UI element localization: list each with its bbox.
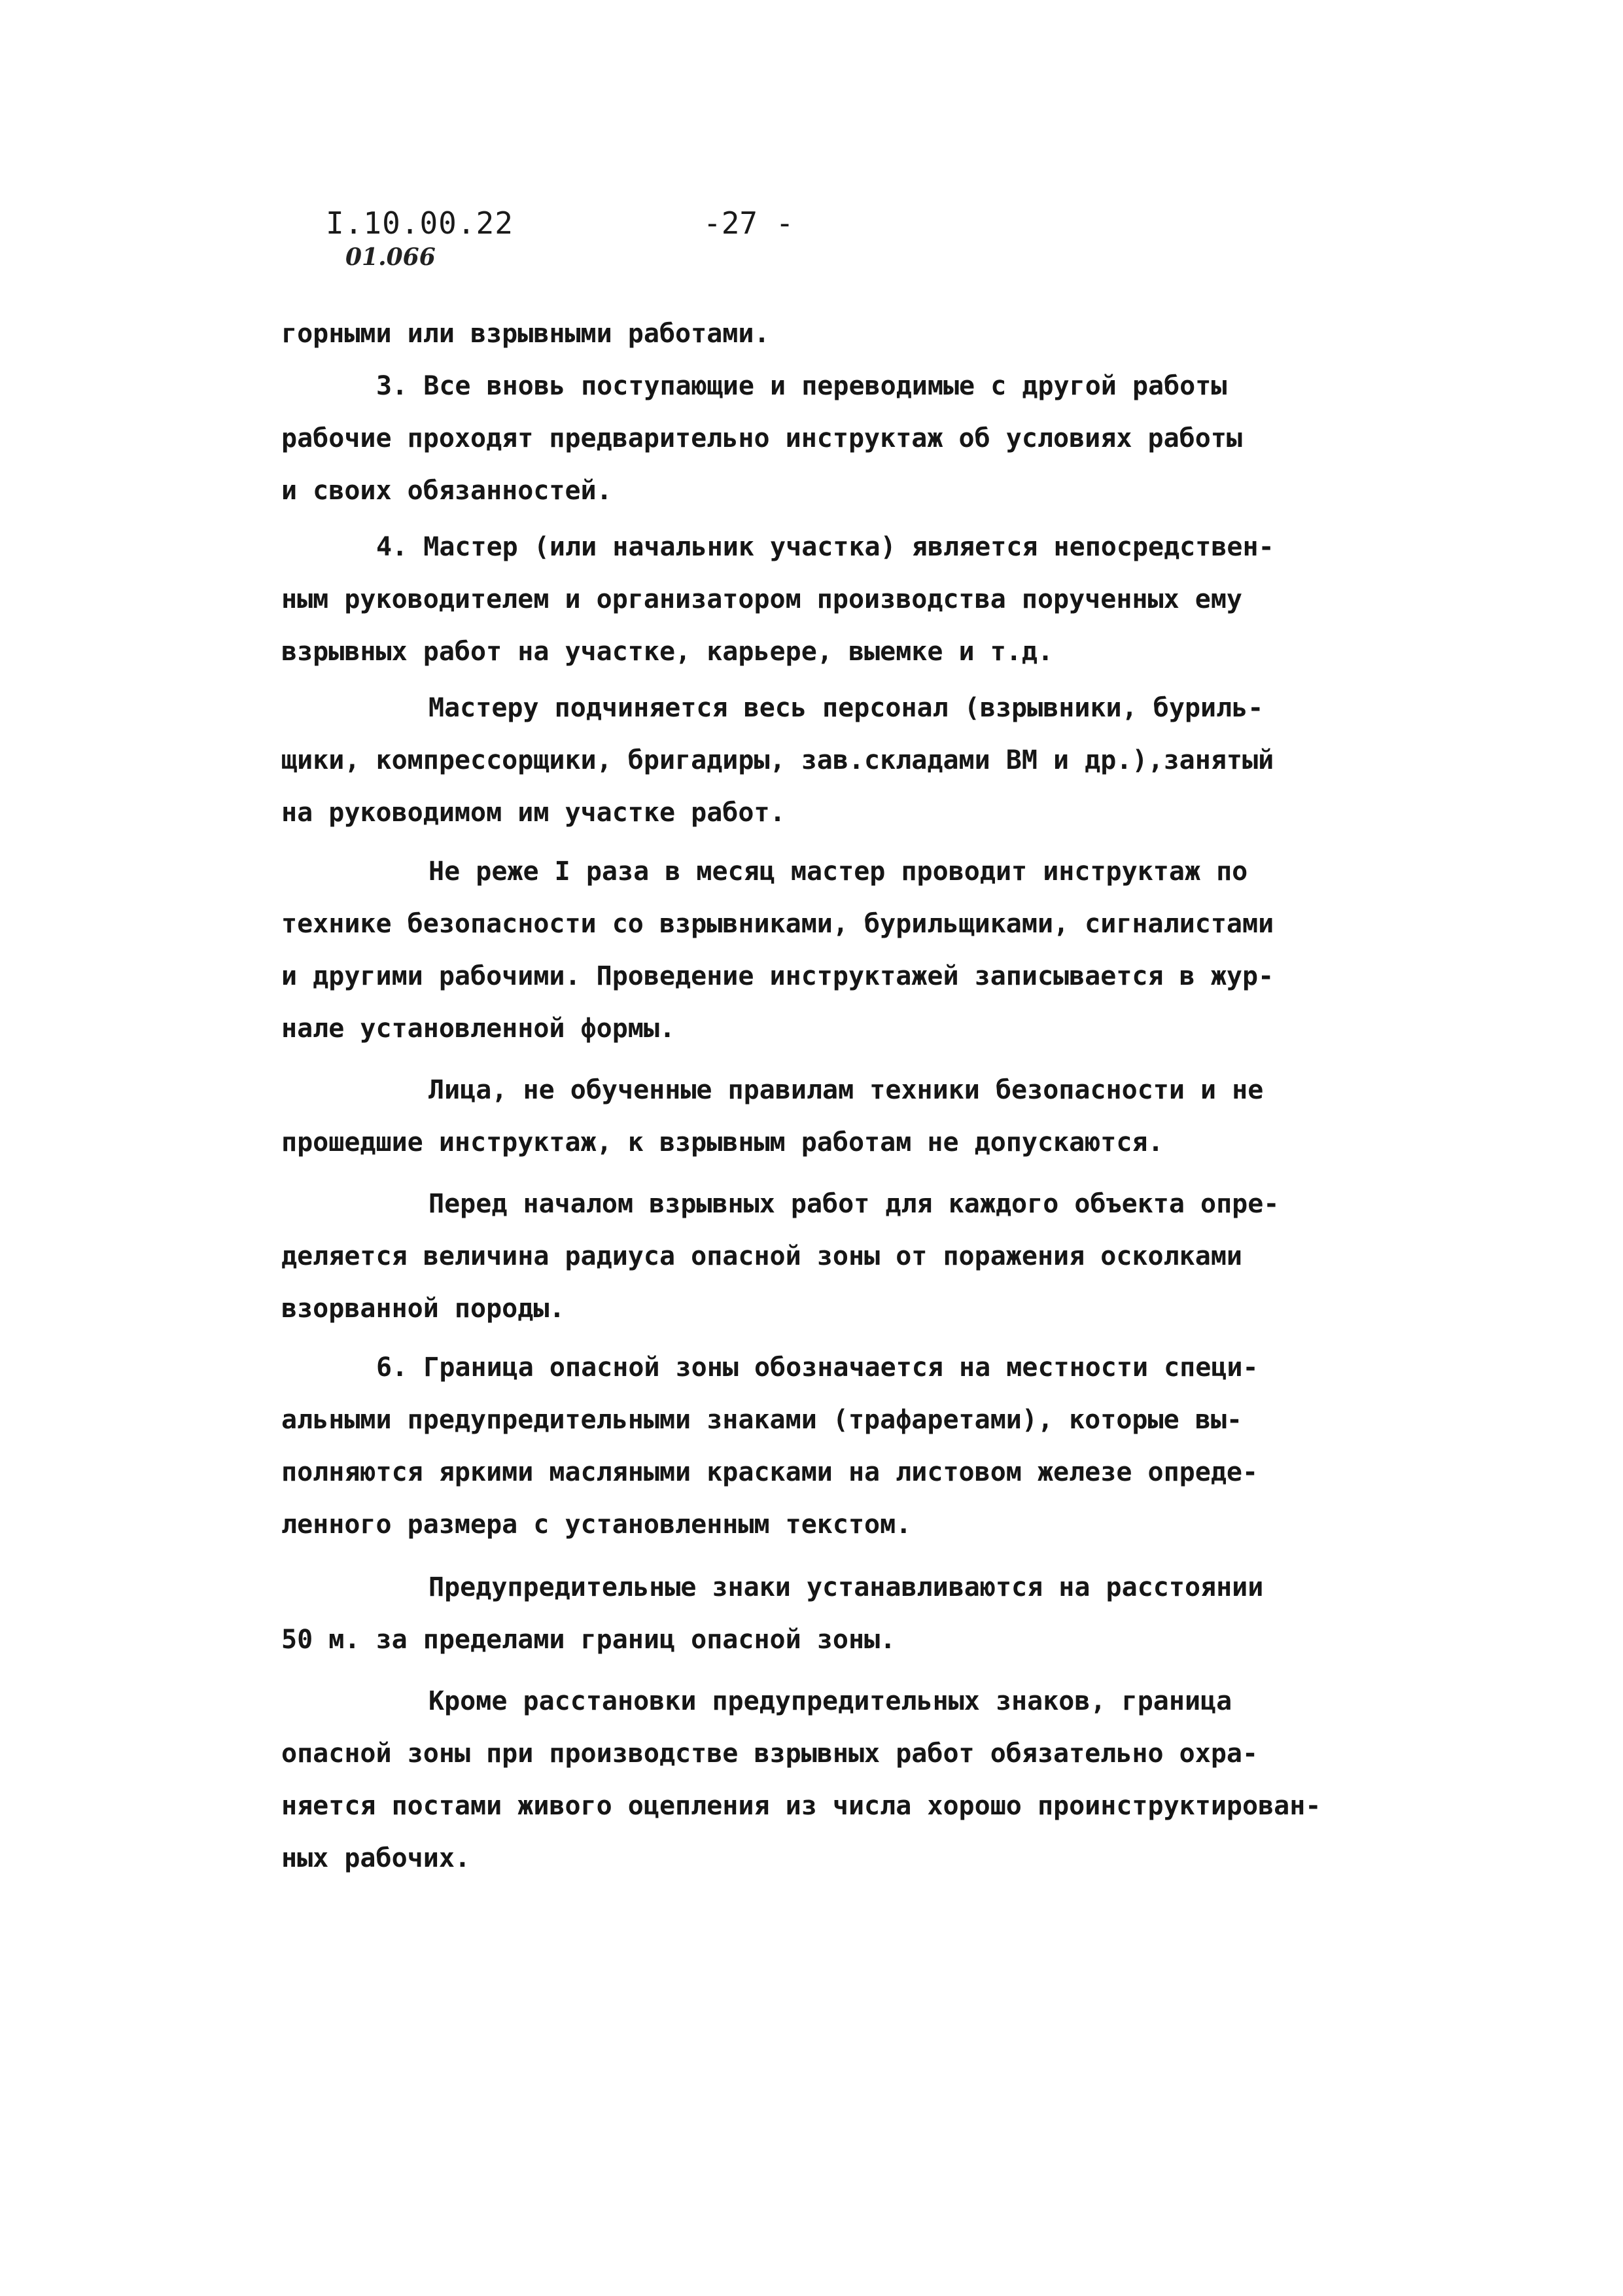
- text-line: технике безопасности со взрывниками, бурильщиками, сигналистами: [281, 909, 1274, 939]
- text-line: Не реже I раза в месяц мастер проводит инструктаж по: [428, 857, 1248, 887]
- text-line: Мастеру подчиняется весь персонал (взрывники, буриль-: [428, 693, 1264, 723]
- handwritten-note: 01.066: [345, 243, 436, 271]
- text-line: нале установленной формы.: [281, 1014, 676, 1044]
- text-line: 3. Все вновь поступающие и переводимые с другой работы: [376, 371, 1227, 401]
- text-line: и своих обязанностей.: [281, 476, 612, 506]
- text-line: деляется величина радиуса опасной зоны от поражения осколками: [281, 1241, 1243, 1271]
- text-line: 4. Мастер (или начальник участка) является непосредствен-: [376, 532, 1274, 562]
- text-line: Перед началом взрывных работ для каждого объекта опре-: [428, 1189, 1280, 1219]
- text-line: и другими рабочими. Проведение инструктажей записывается в жур-: [281, 961, 1274, 991]
- text-line: 50 м. за пределами границ опасной зоны.: [281, 1625, 896, 1655]
- text-line: прошедшие инструктаж, к взрывным работам не допускаются.: [281, 1127, 1164, 1157]
- text-line: опасной зоны при производстве взрывных работ обязательно охра-: [281, 1739, 1259, 1769]
- text-line: 6. Граница опасной зоны обозначается на местности специ-: [376, 1352, 1259, 1383]
- text-line: ных рабочих.: [281, 1843, 470, 1873]
- page-number: -27 -: [703, 205, 794, 241]
- text-line: няется постами живого оцепления из числа хорошо проинструктирован-: [281, 1791, 1321, 1821]
- text-line: горными или взрывными работами.: [281, 319, 770, 349]
- text-line: на руководимом им участке работ.: [281, 798, 786, 828]
- text-line: щики, компрессорщики, бригадиры, зав.складами ВМ и др.),занятый: [281, 745, 1274, 775]
- text-line: ным руководителем и организатором производства порученных ему: [281, 584, 1243, 614]
- text-line: ленного размера с установленным текстом.: [281, 1510, 912, 1540]
- text-line: взрывных работ на участке, карьере, выемке и т.д.: [281, 637, 1054, 667]
- text-line: полняются яркими масляными красками на листовом железе опреде-: [281, 1457, 1259, 1487]
- text-line: Лица, не обученные правилам техники безопасности и не: [428, 1075, 1264, 1105]
- text-line: альными предупредительными знаками (трафаретами), которые вы-: [281, 1405, 1243, 1435]
- text-line: рабочие проходят предварительно инструктаж об условиях работы: [281, 423, 1243, 453]
- text-line: Предупредительные знаки устанавливаются на расстоянии: [428, 1572, 1264, 1602]
- document-code: I.10.00.22: [326, 205, 514, 241]
- text-line: взорванной породы.: [281, 1294, 565, 1324]
- text-line: Кроме расстановки предупредительных знаков, граница: [428, 1686, 1232, 1716]
